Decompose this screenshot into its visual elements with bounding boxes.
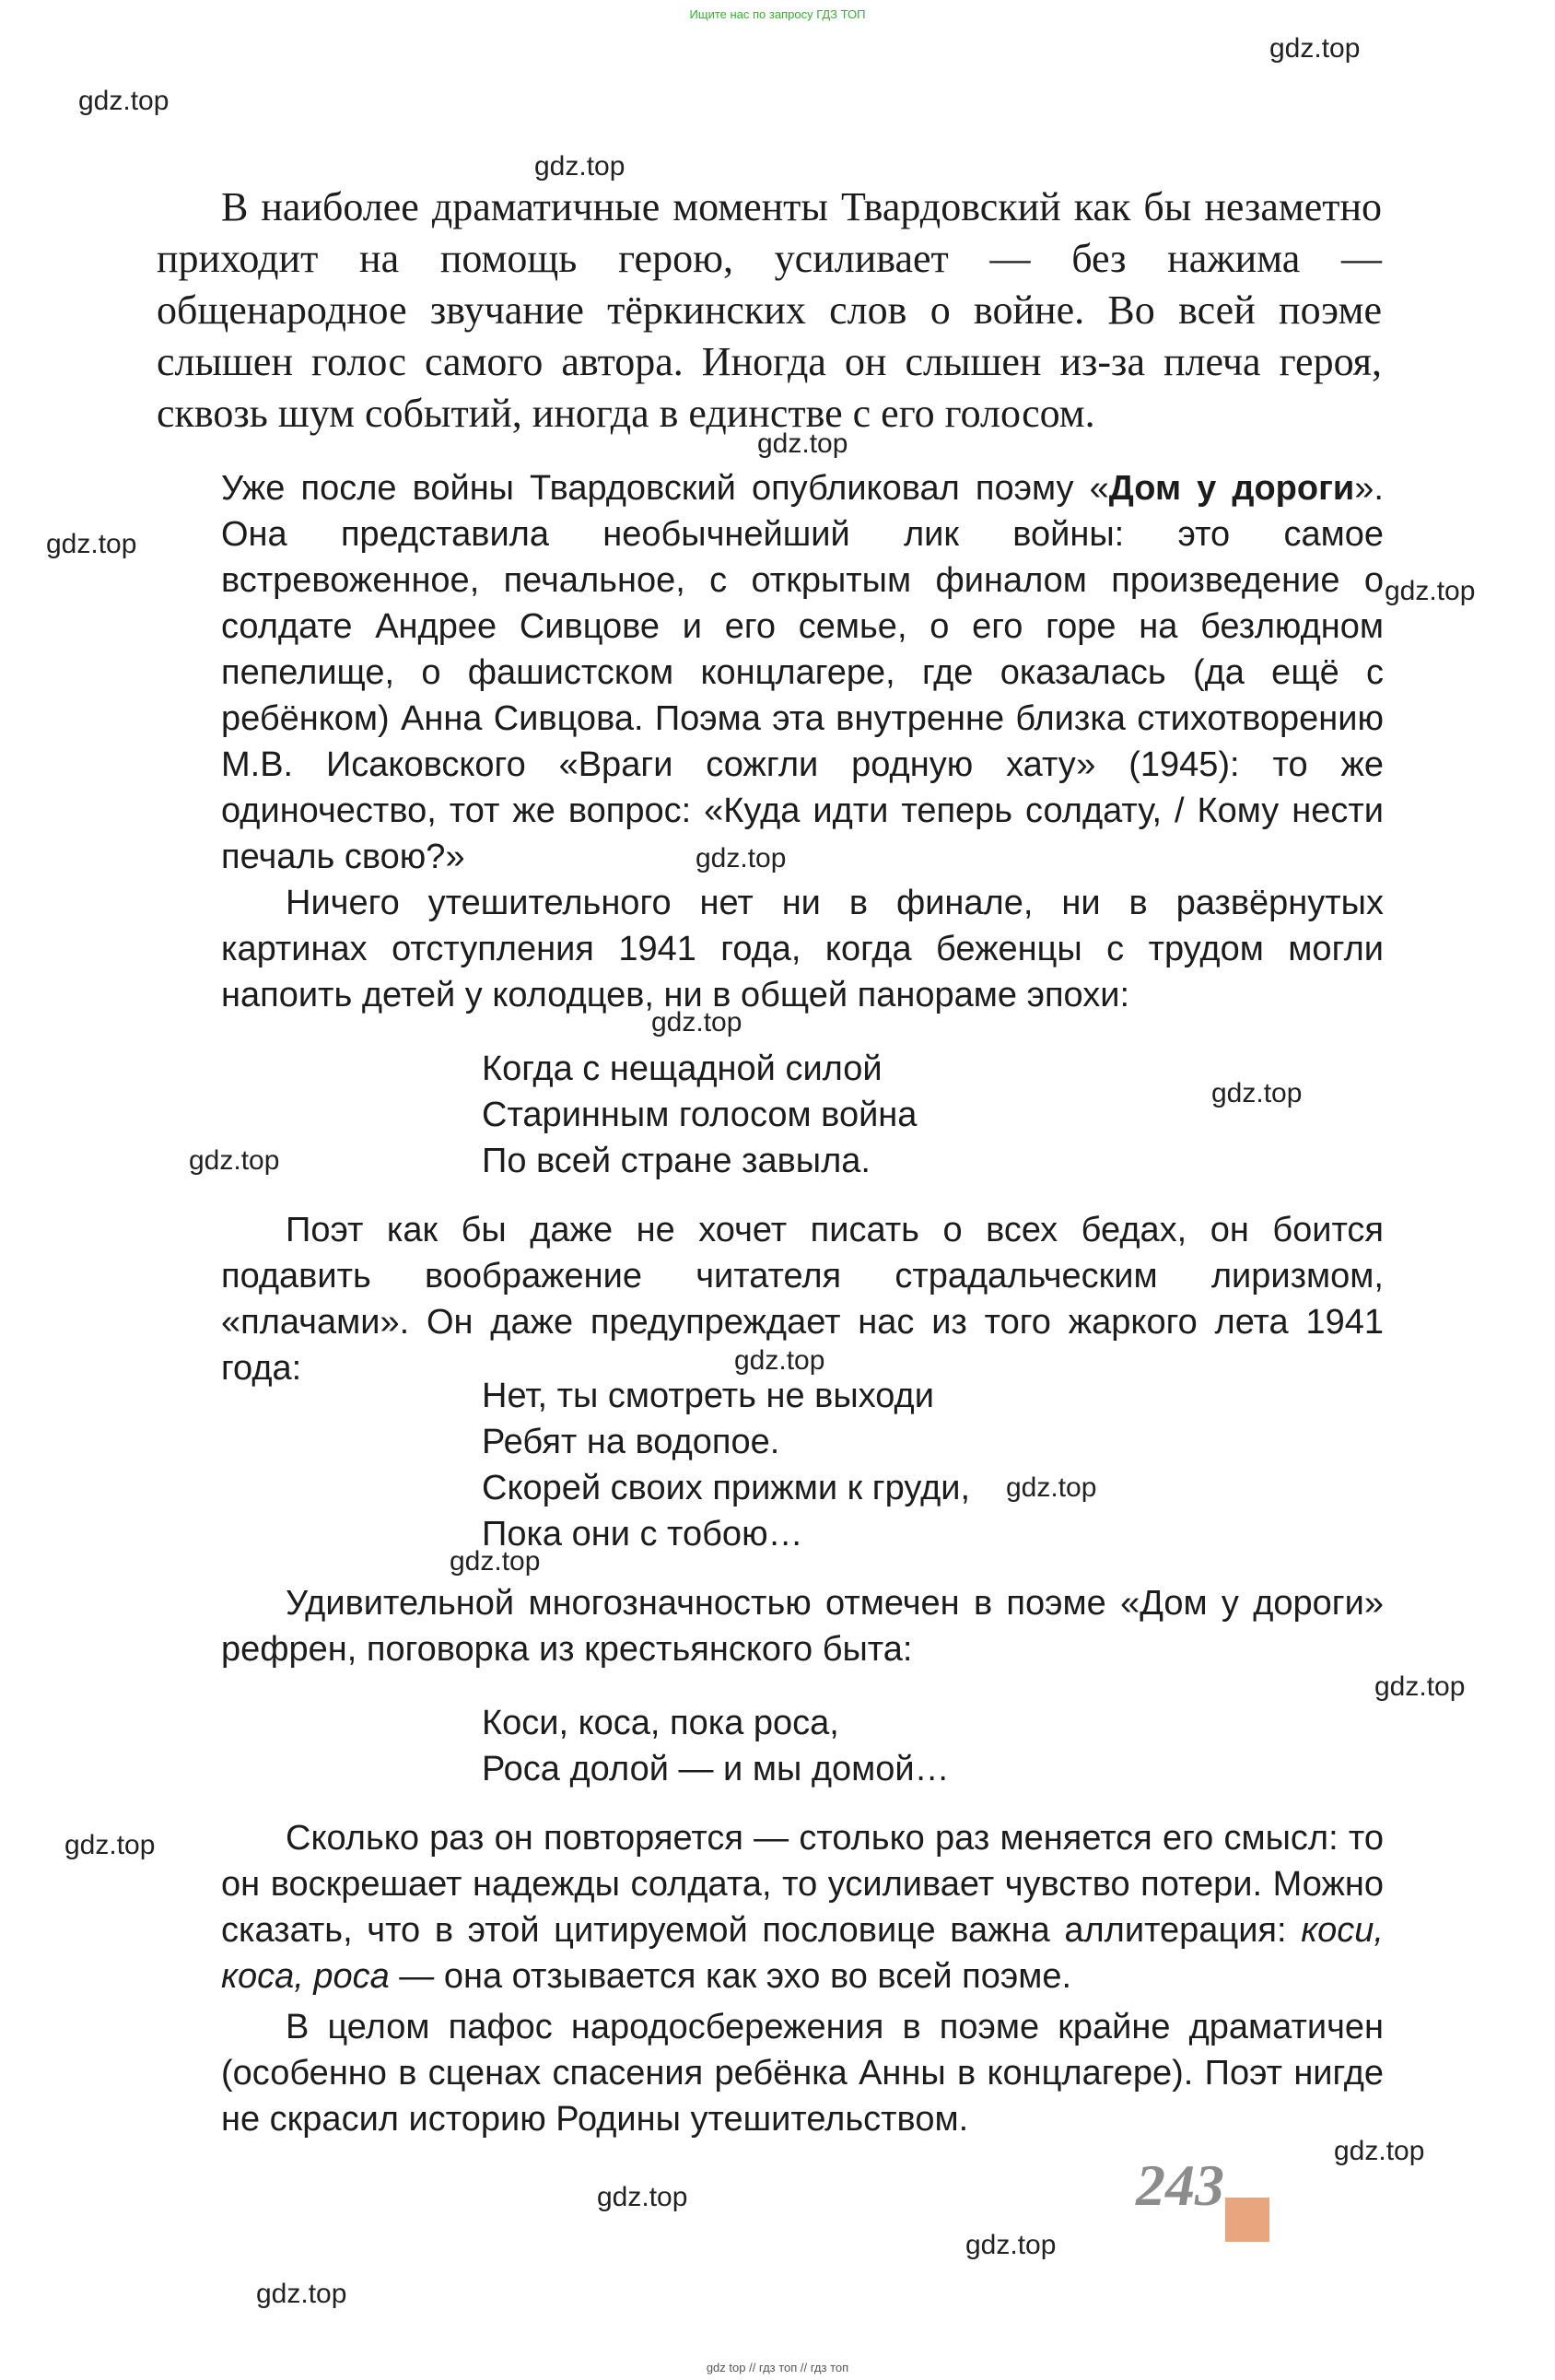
paragraph-1 xyxy=(221,465,1384,880)
watermark: gdz.top xyxy=(651,1007,742,1038)
watermark: gdz.top xyxy=(1334,2136,1425,2166)
watermark: gdz.top xyxy=(1211,1078,1303,1108)
watermark: gdz.top xyxy=(189,1145,280,1176)
watermark: gdz.top xyxy=(1385,576,1476,606)
watermark: gdz.top xyxy=(597,2182,688,2212)
paragraph-4: Удивительной многозначностью отмечен в поэме «Дом у дороги» рефрен, поговорка из крестьянского быта: xyxy=(221,1584,1384,1669)
page-number: 243 xyxy=(1136,2152,1224,2218)
bottom-banner: gdz top // гдз топ // гдз топ xyxy=(706,2361,849,2374)
watermark: gdz.top xyxy=(1374,1671,1466,1702)
verse-2-line: Нет, ты смотреть не выходи xyxy=(482,1377,934,1415)
poem-title: Дом у дороги xyxy=(1108,469,1355,508)
paragraph-5-rest: — она отзывается как эхо во всей поэме. xyxy=(389,1957,1072,1996)
verse-3-line: Роса долой — и мы домой… xyxy=(482,1750,950,1788)
paragraph-3: Поэт как бы даже не хочет писать о всех бедах, он боится подавить воображение читателя страдальческим лиризмом, «плачами». Он даже предупреждает нас из того жаркого лета 1941 года: xyxy=(221,1211,1384,1388)
watermark: gdz.top xyxy=(757,428,848,459)
watermark: gdz.top xyxy=(450,1546,541,1577)
verse-1-line: Старинным голосом война xyxy=(482,1096,918,1134)
top-banner: Ищите нас по запросу ГДЗ ТОП xyxy=(689,7,866,21)
watermark: gdz.top xyxy=(78,86,170,116)
watermark: gdz.top xyxy=(1269,33,1361,64)
watermark: gdz.top xyxy=(256,2279,347,2309)
verse-2-line: Скорей своих прижми к груди, xyxy=(482,1469,971,1507)
paragraph-2: Ничего утешительного нет ни в финале, ни в развёрнутых картинах отступления 1941 года, когда беженцы с трудом могли напоить детей у колодцев, ни в общей панораме эпохи: xyxy=(221,884,1384,1014)
paragraph-6: В целом пафос народосбережения в поэме крайне драматичен (особенно в сценах спасения ребёнка Анны в концлагере). Поэт нигде не скрасил историю Родины утешительством. xyxy=(221,2008,1384,2139)
verse-1 xyxy=(482,1046,917,1184)
verse-1-line: По всей стране завыла. xyxy=(482,1142,871,1180)
watermark: gdz.top xyxy=(965,2230,1057,2260)
watermark: gdz.top xyxy=(534,151,626,182)
verse-2-line: Пока они с тобою… xyxy=(482,1515,803,1553)
paragraph-5 xyxy=(221,1815,1384,1999)
verse-3-line: Коси, коса, пока роса, xyxy=(482,1704,839,1742)
paragraph-1-start: Уже после войны Твардовский опубликовал поэму « xyxy=(221,469,1109,508)
watermark: gdz.top xyxy=(696,843,787,873)
watermark: gdz.top xyxy=(1006,1472,1097,1503)
paragraph-1-rest: ». Она представила необычнейший лик войны: это самое встревоженное, печальное, с открытым финалом произведение о солдате Андрее Сивцове и его семье, о его горе на безлюдном пепелище, о фашистском концлагере, где оказалась (да ещё с ребёнком) Анна Сивцова. Поэма эта внутренне близка стихотворению М.В. Исаковского «Враги сожгли родную хату» (1945): то же одиночество, тот же вопрос: «Куда идти теперь солдату, / Кому нести печаль свою?» xyxy=(221,469,1384,876)
verse-2-line: Ребят на водопое. xyxy=(482,1423,780,1461)
intro-paragraph: В наиболее драматичные моменты Твардовский как бы незаметно приходит на помощь герою, усиливает — без нажима — общенародное звучание тёркинских слов о войне. Во всей поэме слышен голос самого автора. Иногда он слышен из-за плеча героя, сквозь шум событий, иногда в единстве с его голосом. xyxy=(157,184,1382,436)
watermark: gdz.top xyxy=(734,1345,825,1376)
paragraph-5-start: Сколько раз он повторяется — столько раз меняется его смысл: то он воскрешает надежды солдата, то усиливает чувство потери. Можно сказать, что в этой цитируемой пословице важна аллитерация: xyxy=(221,1819,1384,1950)
watermark: gdz.top xyxy=(46,529,137,559)
page-corner-tab xyxy=(1225,2198,1269,2242)
verse-1-line: Когда с нещадной силой xyxy=(482,1049,883,1088)
verse-3 xyxy=(482,1700,950,1792)
alliteration-phrase: коси, коса, роса xyxy=(221,1911,1384,1996)
verse-2 xyxy=(482,1373,970,1557)
watermark: gdz.top xyxy=(64,1830,156,1860)
